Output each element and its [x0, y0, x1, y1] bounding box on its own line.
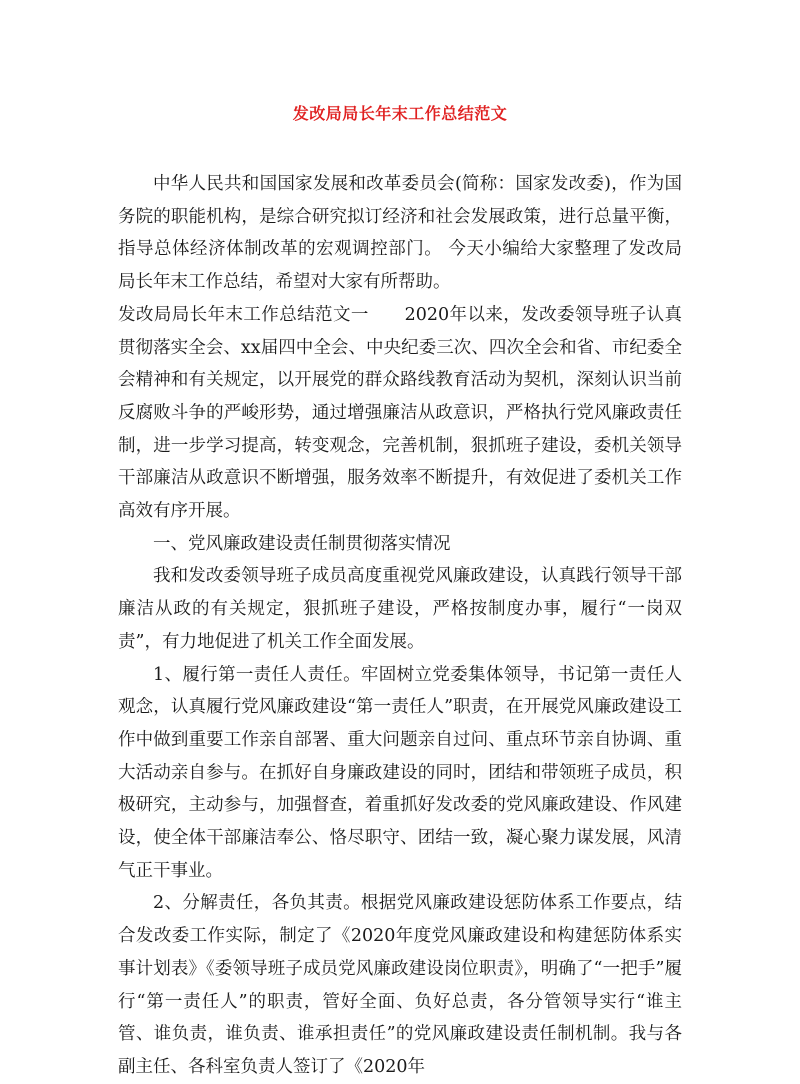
item-1-paragraph: 1、履行第一责任人责任。牢固树立党委集体领导，书记第一责任人观念，认真履行党风廉政建设“第一责任人”职责，在开展党风廉政建设工作中做到重要工作亲自部署、重大问题亲自过问、重点环节亲自协调、重大活动亲自参与。在抓好自身廉政建设的同时，团结和带领班子成员，积极研究，主动参与，加强督查，着重抓好发改委的党风廉政建设、作风建设，使全体干部廉洁奉公、恪尽职守、团结一致，凝心聚力谋发展，风清气正干事业。	[118, 664, 682, 881]
summary-one-paragraph: 发改局局长年末工作总结范文一 2020年以来，发改委领导班子认真贯彻落实全会、xx届四中全会、中央纪委三次、四次全会和省、市纪委全会精神和有关规定，以开展党的群众路线教育活动为契机，深刻认识当前反腐败斗争的严峻形势，通过增强廉洁从政意识，严格执行党风廉政责任制，进一步学习提高，转变观念，完善机制，狠抓班子建设，委机关领导干部廉洁从政意识不断增强，服务效率不断提升，有效促进了委机关工作高效有序开展。	[118, 304, 682, 522]
intro-paragraph: 中华人民共和国国家发展和改革委员会(简称：国家发改委)，作为国务院的职能机构，是综合研究拟订经济和社会发展政策，进行总量平衡，指导总体经济体制改革的宏观调控部门。 今天小编给大家整理了发改局局长年末工作总结，希望对大家有所帮助。	[118, 174, 682, 293]
section-heading-1: 一、党风廉政建设责任制贯彻落实情况	[153, 533, 451, 554]
document-body	[118, 168, 682, 1084]
item-2-paragraph: 2、分解责任，各负其责。根据党风廉政建设惩防体系工作要点，结合发改委工作实际，制定了《2020年度党风廉政建设和构建惩防体系实事计划表》《委领导班子成员党风廉政建设岗位职责》，明确了“一把手”履行“第一责任人”的职责，管好全面、负好总责，各分管领导实行“谁主管、谁负责，谁负责、谁承担责任”的党风廉政建设责任制机制。我与各副主任、各科室负责人签订了《2020年	[118, 893, 682, 1077]
section-1-paragraph: 我和发改委领导班子成员高度重视党风廉政建设，认真践行领导干部廉洁从政的有关规定，狠抓班子建设，严格按制度办事，履行“一岗双责”，有力地促进了机关工作全面发展。	[118, 566, 682, 652]
document-title: 发改局局长年末工作总结范文	[292, 104, 508, 123]
